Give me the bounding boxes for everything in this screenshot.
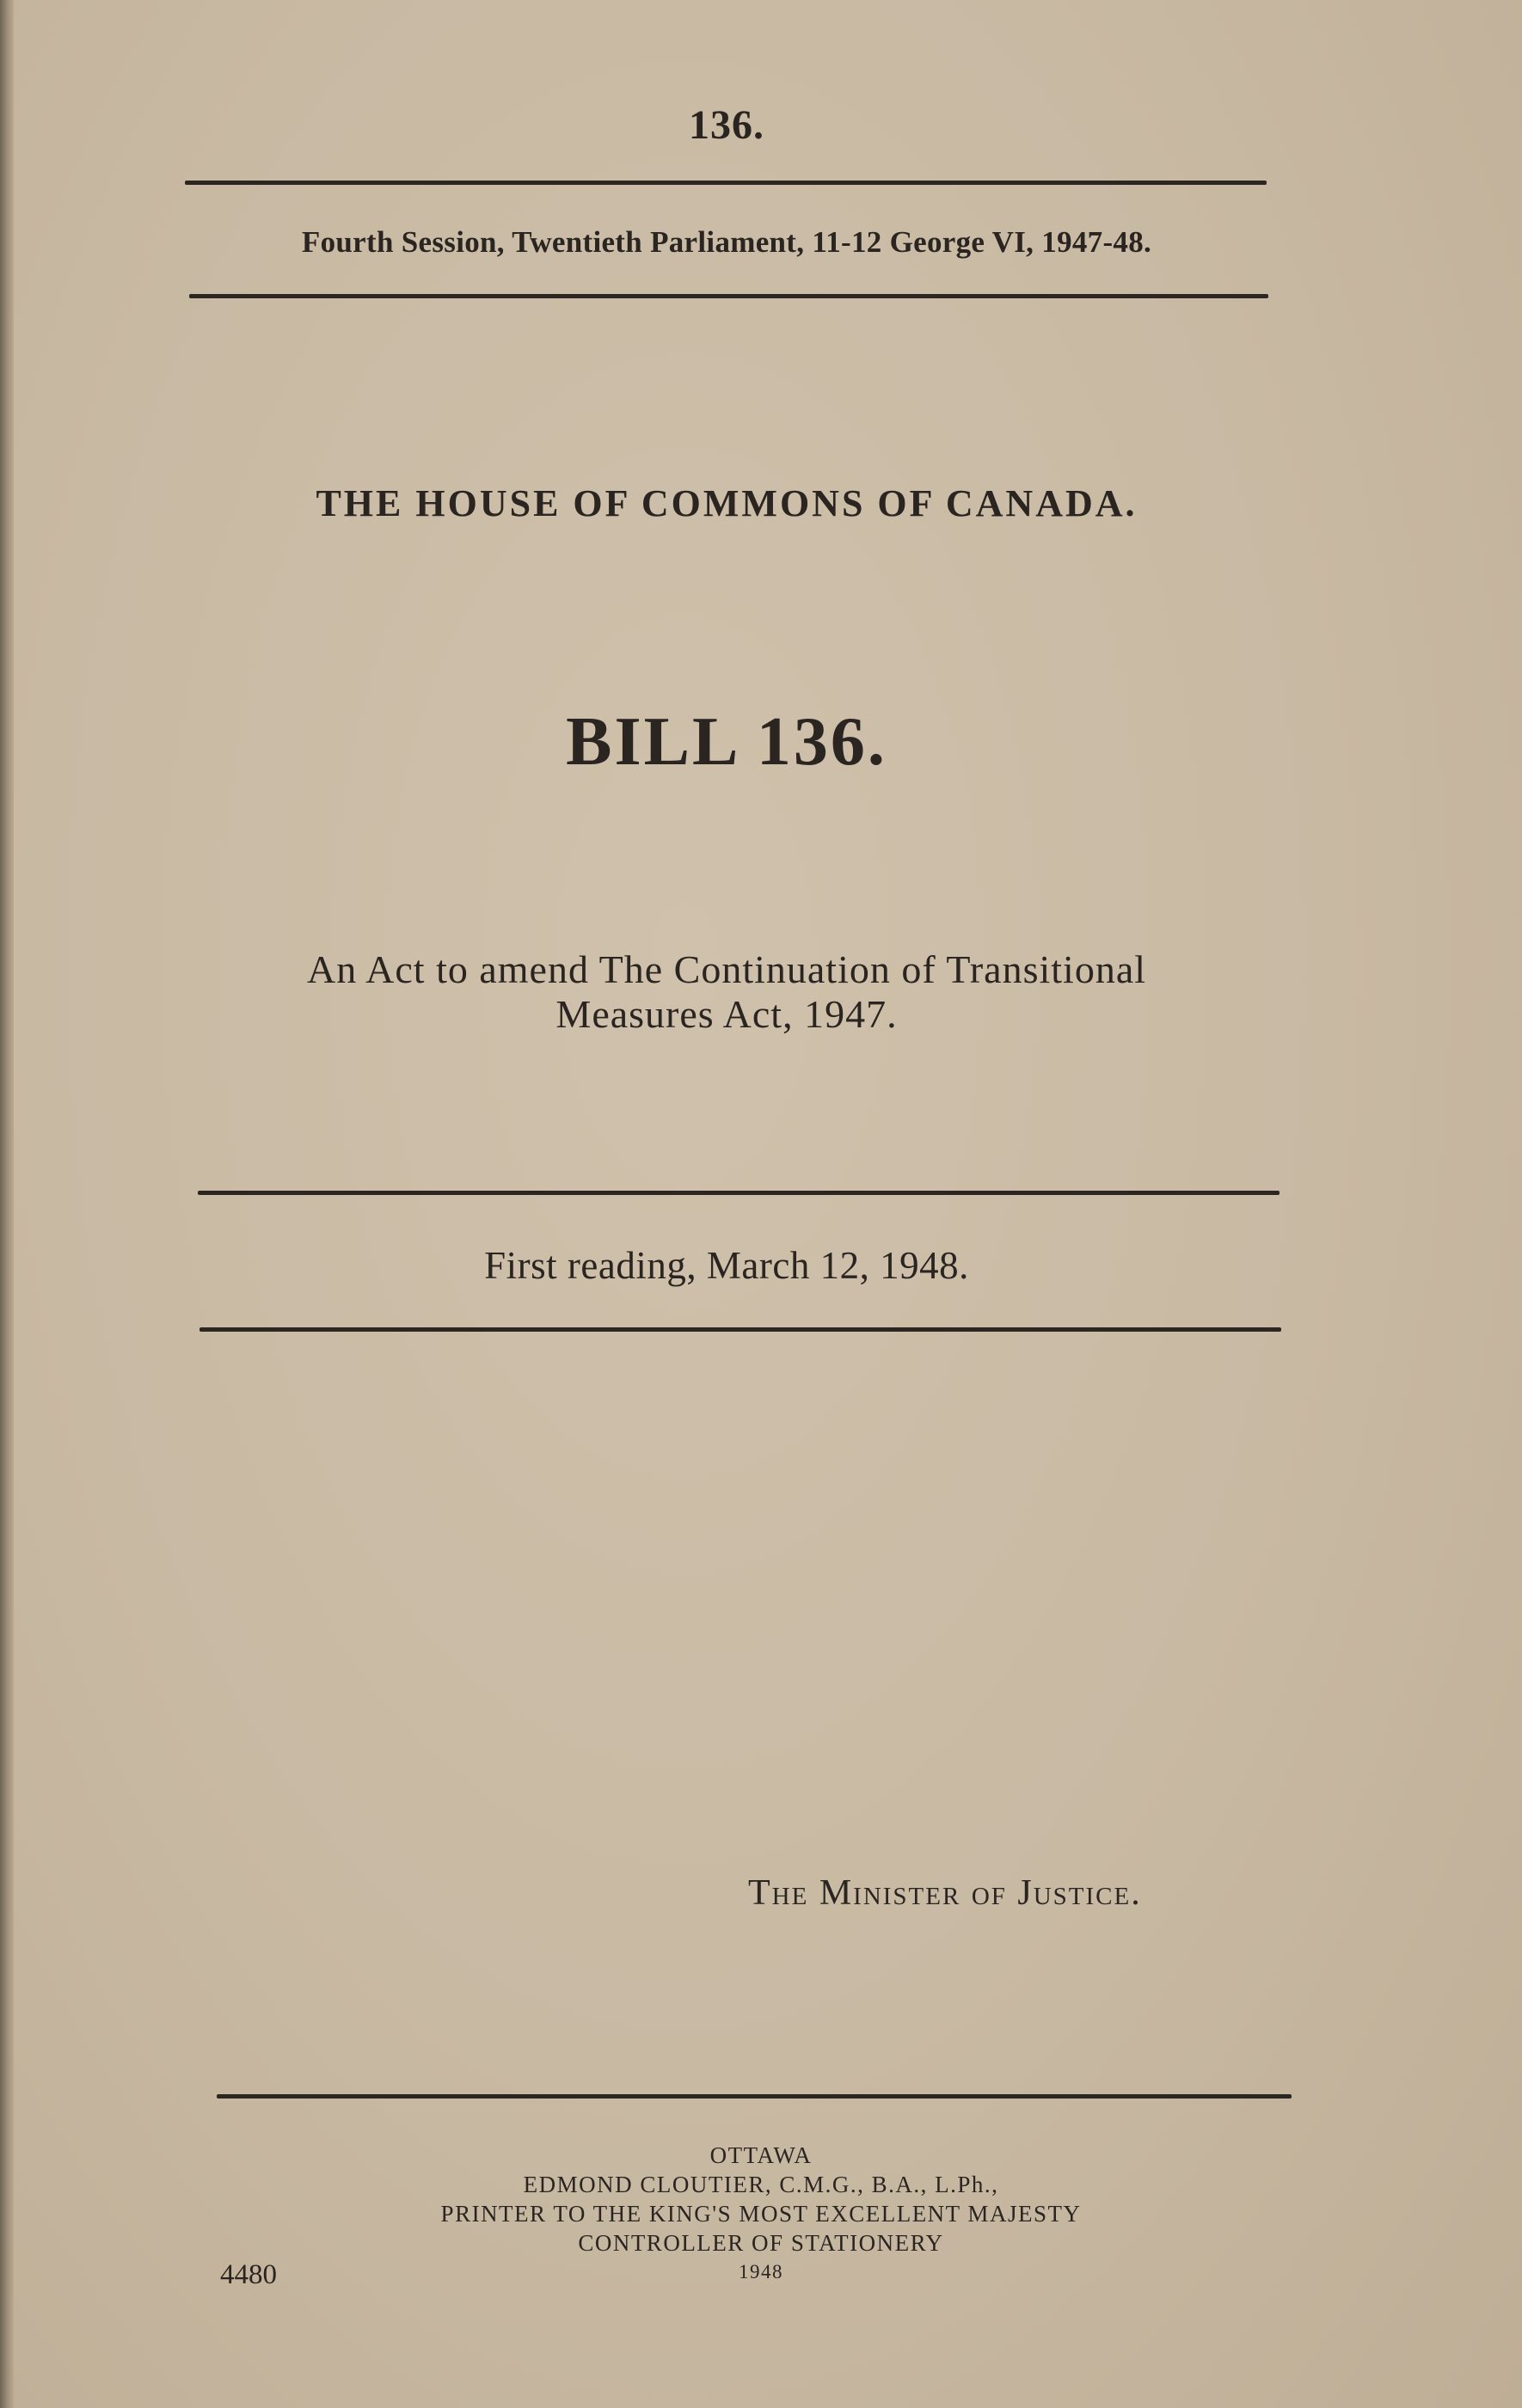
imprint-printer-title: PRINTER TO THE KING'S MOST EXCELLENT MAJESTY	[440, 2201, 1082, 2227]
bill-title: BILL 136.	[566, 704, 887, 780]
reading-rule-top	[198, 1191, 1280, 1195]
act-title	[0, 947, 1453, 1037]
header-rule-bottom	[189, 294, 1268, 298]
house-title: THE HOUSE OF COMMONS OF CANADA.	[316, 482, 1138, 524]
imprint-rule	[217, 2094, 1292, 2099]
bill-number-header: 136.	[689, 102, 764, 148]
imprint-printer: EDMOND CLOUTIER, C.M.G., B.A., L.Ph.,	[523, 2172, 999, 2197]
session-line: Fourth Session, Twentieth Parliament, 11-12 George VI, 1947-48.	[301, 225, 1152, 259]
imprint-year: 1948	[739, 2261, 783, 2282]
print-code: 4480	[220, 2259, 277, 2290]
header-rule-top	[185, 181, 1267, 185]
act-title-line-1: An Act to amend The Continuation of Transitional	[306, 947, 1147, 991]
sponsor-minister: The Minister of Justice.	[748, 1873, 1142, 1913]
act-title-line-2: Measures Act, 1947.	[555, 992, 898, 1036]
imprint-controller: CONTROLLER OF STATIONERY	[578, 2230, 944, 2256]
imprint-city: OTTAWA	[709, 2142, 813, 2168]
binding-edge	[0, 0, 14, 2408]
reading-rule-bottom	[199, 1327, 1281, 1332]
first-reading: First reading, March 12, 1948.	[484, 1244, 969, 1287]
